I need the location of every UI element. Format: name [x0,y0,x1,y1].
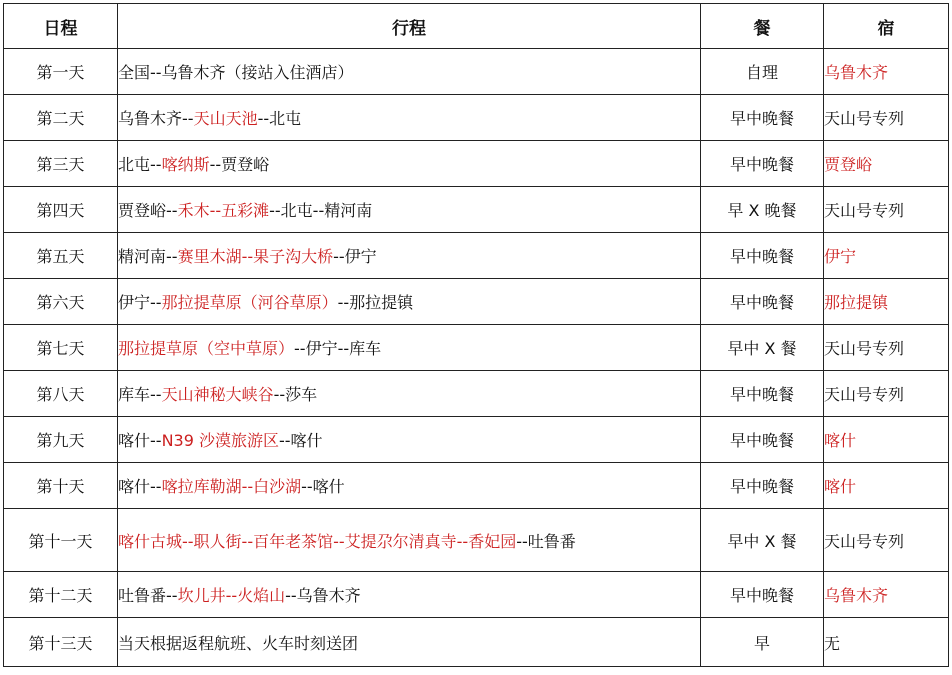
stay-cell: 乌鲁木齐 [824,572,949,618]
day-cell: 第八天 [4,371,118,417]
day-cell: 第九天 [4,417,118,463]
stay-cell: 喀什 [824,463,949,509]
route-cell [118,325,701,371]
route-highlight-segment: 天山天池 [193,109,258,128]
route-highlight-segment: 赛里木湖--果子沟大桥 [177,247,334,266]
route-cell [118,417,701,463]
header-stay: 宿 [824,4,949,49]
meal-cell: 早 X 晚餐 [701,187,824,233]
route-segment: 乌鲁木齐-- [118,109,194,128]
table-row [4,463,949,509]
header-route: 行程 [118,4,701,49]
route-segment: 全国--乌鲁木齐（接站入住酒店） [118,63,354,82]
meal-cell: 早中晚餐 [701,141,824,187]
table-row [4,187,949,233]
day-cell: 第十二天 [4,572,118,618]
stay-cell: 喀什 [824,417,949,463]
header-meal: 餐 [701,4,824,49]
stay-cell: 无 [824,618,949,667]
meal-cell: 早中晚餐 [701,279,824,325]
day-cell: 第七天 [4,325,118,371]
table-row [4,618,949,667]
route-highlight-segment: 喀什古城--职人街--百年老茶馆--艾提尕尔清真寺--香妃园 [118,531,517,551]
route-segment: 当天根据返程航班、火车时刻送团 [118,633,359,653]
route-segment: 精河南-- [118,247,178,266]
route-segment: 喀什-- [118,431,162,450]
route-segment: --伊宁--库车 [294,339,382,358]
route-highlight-segment: 天山神秘大峡谷 [161,385,274,404]
route-segment: --北屯 [257,109,302,128]
route-segment: --喀什 [301,477,345,496]
day-cell: 第二天 [4,95,118,141]
meal-cell: 早中晚餐 [701,233,824,279]
meal-cell: 早中晚餐 [701,417,824,463]
route-cell [118,618,701,667]
route-segment: --伊宁 [333,247,377,266]
day-cell: 第十三天 [4,618,118,667]
stay-cell: 天山号专列 [824,95,949,141]
route-cell [118,371,701,417]
table-row [4,141,949,187]
day-cell: 第五天 [4,233,118,279]
table-row [4,49,949,95]
route-highlight-segment: 坎儿井--火焰山 [177,586,286,605]
stay-cell: 天山号专列 [824,325,949,371]
stay-cell: 天山号专列 [824,509,949,572]
table-row [4,371,949,417]
stay-cell: 伊宁 [824,233,949,279]
day-cell: 第十天 [4,463,118,509]
route-highlight-segment: 那拉提草原（河谷草原） [161,293,338,312]
route-highlight-segment: 喀拉库勒湖--白沙湖 [161,477,302,496]
route-cell [118,187,701,233]
route-segment: 库车-- [118,385,162,404]
route-segment: 喀什-- [118,477,162,496]
route-segment: --乌鲁木齐 [285,586,361,605]
route-segment: --北屯--精河南 [269,201,373,220]
day-cell: 第一天 [4,49,118,95]
meal-cell: 早中晚餐 [701,463,824,509]
stay-cell: 乌鲁木齐 [824,49,949,95]
meal-cell: 早 [701,618,824,667]
route-segment: --莎车 [273,385,318,404]
route-cell [118,49,701,95]
table-row [4,509,949,572]
stay-cell: 天山号专列 [824,371,949,417]
itinerary-table [3,3,949,667]
table-row [4,233,949,279]
route-cell [118,279,701,325]
table-header [4,4,949,49]
route-segment: --吐鲁番 [516,531,576,551]
stay-cell: 天山号专列 [824,187,949,233]
route-segment: --喀什 [278,431,323,450]
table-row [4,95,949,141]
meal-cell: 早中晚餐 [701,572,824,618]
meal-cell: 早中晚餐 [701,95,824,141]
meal-cell: 早中晚餐 [701,371,824,417]
day-cell: 第三天 [4,141,118,187]
stay-cell: 那拉提镇 [824,279,949,325]
route-cell [118,463,701,509]
route-cell [118,233,701,279]
route-highlight-segment: 禾木--五彩滩 [177,201,270,220]
day-cell: 第十一天 [4,509,118,572]
table-row [4,279,949,325]
route-segment: 贾登峪-- [118,201,178,220]
table-body [4,49,949,667]
stay-cell: 贾登峪 [824,141,949,187]
table-row [4,572,949,618]
route-segment: 北屯-- [118,155,162,174]
route-cell [118,509,701,572]
table-row [4,325,949,371]
route-cell [118,572,701,618]
route-segment: --那拉提镇 [337,293,414,312]
route-segment: --贾登峪 [209,155,270,174]
route-highlight-segment: 喀纳斯 [161,155,210,174]
meal-cell: 自理 [701,49,824,95]
day-cell: 第四天 [4,187,118,233]
table-row [4,417,949,463]
route-highlight-segment: 那拉提草原（空中草原） [118,339,295,358]
meal-cell: 早中 X 餐 [701,509,824,572]
route-segment: 吐鲁番-- [118,586,178,605]
route-highlight-segment: N39 沙漠旅游区 [161,431,279,450]
meal-cell: 早中 X 餐 [701,325,824,371]
day-cell: 第六天 [4,279,118,325]
route-cell [118,95,701,141]
header-day: 日程 [4,4,118,49]
route-cell [118,141,701,187]
route-segment: 伊宁-- [118,293,162,312]
